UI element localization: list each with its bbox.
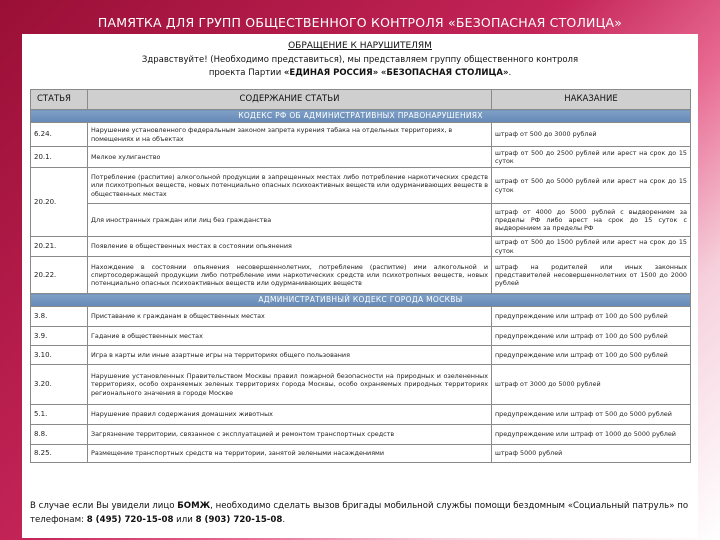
row-article: 3.20. (31, 365, 88, 405)
section-moscow-code: АДМИНИСТРАТИВНЫЙ КОДЕКС ГОРОДА МОСКВЫ (31, 294, 691, 307)
row-penalty: предупреждение или штраф от 1000 до 5000 рублей (492, 425, 691, 445)
row-content: Загрязнение территории, связанное с эксплуатацией и ремонтом транспортных средств (88, 425, 492, 445)
row-article: 3.9. (31, 327, 88, 346)
table-header-row (31, 90, 691, 110)
row-content: Для иностранных граждан или лиц без гражданства (88, 204, 492, 237)
row-penalty: штраф от 500 до 2500 рублей или арест на срок до 15 суток (492, 147, 691, 168)
row-penalty: штраф от 500 до 1500 рублей или арест на срок до 15 суток (492, 237, 691, 257)
row-content: Мелкое хулиганство (88, 147, 492, 168)
note-text-start: В случае если Вы увидели лицо (30, 501, 178, 511)
table-row (31, 237, 691, 257)
table-row (31, 123, 691, 147)
table-row (31, 365, 691, 405)
project-name: «БЕЗОПАСНАЯ СТОЛИЦА» (380, 68, 509, 78)
page-title: ПАМЯТКА ДЛЯ ГРУПП ОБЩЕСТВЕННОГО КОНТРОЛЯ «БЕЗОПАСНАЯ СТОЛИЦА» (97, 15, 623, 30)
party-name: «ЕДИНАЯ РОССИЯ» (283, 68, 379, 78)
row-penalty: штраф 5000 рублей (492, 445, 691, 463)
row-penalty: штраф от 500 до 3000 рублей (492, 123, 691, 147)
row-content: Игра в карты или иные азартные игры на территориях общего пользования (88, 346, 492, 365)
note-term: БОМЖ (177, 501, 211, 511)
row-article: 20.22. (31, 257, 88, 294)
header-content: СОДЕРЖАНИЕ СТАТЬИ (88, 90, 492, 110)
table-row (31, 327, 691, 346)
row-content: Нарушение установленных Правительством Москвы правил пожарной безопасности на природных и озелененных территориях, особо охраняемых зеленых территориях города Москвы, особо охраняемых природных территориях регионального значения в городе Москве (88, 365, 492, 405)
table-row (31, 405, 691, 425)
violations-table (30, 89, 691, 463)
note-text-end: . (282, 514, 286, 525)
row-penalty: штраф от 3000 до 5000 рублей (492, 365, 691, 405)
appeal-heading: ОБРАЩЕНИЕ К НАРУШИТЕЛЯМ (288, 41, 432, 51)
appeal-line-2 (22, 67, 698, 80)
row-article: 3.10. (31, 346, 88, 365)
row-penalty: предупреждение или штраф от 100 до 500 рублей (492, 346, 691, 365)
row-penalty: штраф на родителей или иных законных представителей несовершеннолетних от 1500 до 2000 рублей (492, 257, 691, 294)
row-article: 20.20. (31, 168, 88, 237)
row-content: Потребление (распитие) алкогольной продукции в запрещенных местах либо потребление наркотических средств или психотропных веществ, новых потенциально опасных психоактивных веществ или одурманивающих веществ в общественных местах (88, 168, 492, 204)
row-article: 20.21. (31, 237, 88, 257)
header-penalty: НАКАЗАНИЕ (492, 90, 691, 110)
homeless-help-note (22, 500, 698, 527)
row-content: Гадание в общественных местах (88, 327, 492, 346)
row-penalty: предупреждение или штраф от 100 до 500 рублей (492, 307, 691, 327)
row-content: Появление в общественных местах в состоянии опьянения (88, 237, 492, 257)
row-article: 20.1. (31, 147, 88, 168)
row-article: 5.1. (31, 405, 88, 425)
row-penalty: штраф от 500 до 5000 рублей или арест на срок до 15 суток (492, 168, 691, 204)
note-text-middle: , необходимо сделать вызов бригады мобильной службы помощи бездомным «Социальный патруль» по телефонам: (30, 501, 689, 525)
row-content: Нахождение в состоянии опьянения несовершеннолетних, потребление (распитие) ими алкогольной и спиртосодержащей продукции либо потребление ими наркотических средств или психотропных веществ, новых потенциально опасных психоактивных веществ или одурманивающих веществ (88, 257, 492, 294)
appeal-text (22, 54, 698, 80)
row-content: Размещение транспортных средств на территории, занятой зелеными насаждениями (88, 445, 492, 463)
row-article: 3.8. (31, 307, 88, 327)
table-row (31, 204, 691, 237)
appeal-line-2-prefix: проекта Партии (208, 68, 284, 78)
memo-panel (22, 34, 698, 538)
row-content: Приставание к гражданам в общественных местах (88, 307, 492, 327)
table-row (31, 425, 691, 445)
phone-number-1: 8 (495) 720-15-08 (86, 514, 174, 525)
note-text-or: или (173, 514, 196, 525)
row-penalty: предупреждение или штраф от 500 до 5000 рублей (492, 405, 691, 425)
row-article: 6.24. (31, 123, 88, 147)
row-penalty: штраф от 4000 до 5000 рублей с выдворением за пределы РФ либо арест на срок до 15 суток с выдворением за пределы РФ (492, 204, 691, 237)
table-row (31, 307, 691, 327)
table-row (31, 168, 691, 204)
appeal-line-1: Здравствуйте! (Необходимо представиться), мы представляем группу общественного контроля (141, 55, 579, 65)
table-row (31, 346, 691, 365)
row-article: 8.8. (31, 425, 88, 445)
appeal-line-2-end: . (508, 68, 512, 78)
table-row (31, 257, 691, 294)
row-penalty: предупреждение или штраф от 100 до 500 рублей (492, 327, 691, 346)
table-row (31, 147, 691, 168)
table-row (31, 445, 691, 463)
section-row-federal (31, 110, 691, 123)
phone-number-2: 8 (903) 720-15-08 (195, 514, 283, 525)
section-federal-code: КОДЕКС РФ ОБ АДМИНИСТРАТИВНЫХ ПРАВОНАРУШЕНИЯХ (31, 110, 691, 123)
row-content: Нарушение правил содержания домашних животных (88, 405, 492, 425)
row-article: 8.25. (31, 445, 88, 463)
row-content: Нарушение установленного федеральным законом запрета курения табака на отдельных территориях, в помещениях и на объектах (88, 123, 492, 147)
section-row-moscow (31, 294, 691, 307)
header-article: СТАТЬЯ (31, 90, 88, 110)
